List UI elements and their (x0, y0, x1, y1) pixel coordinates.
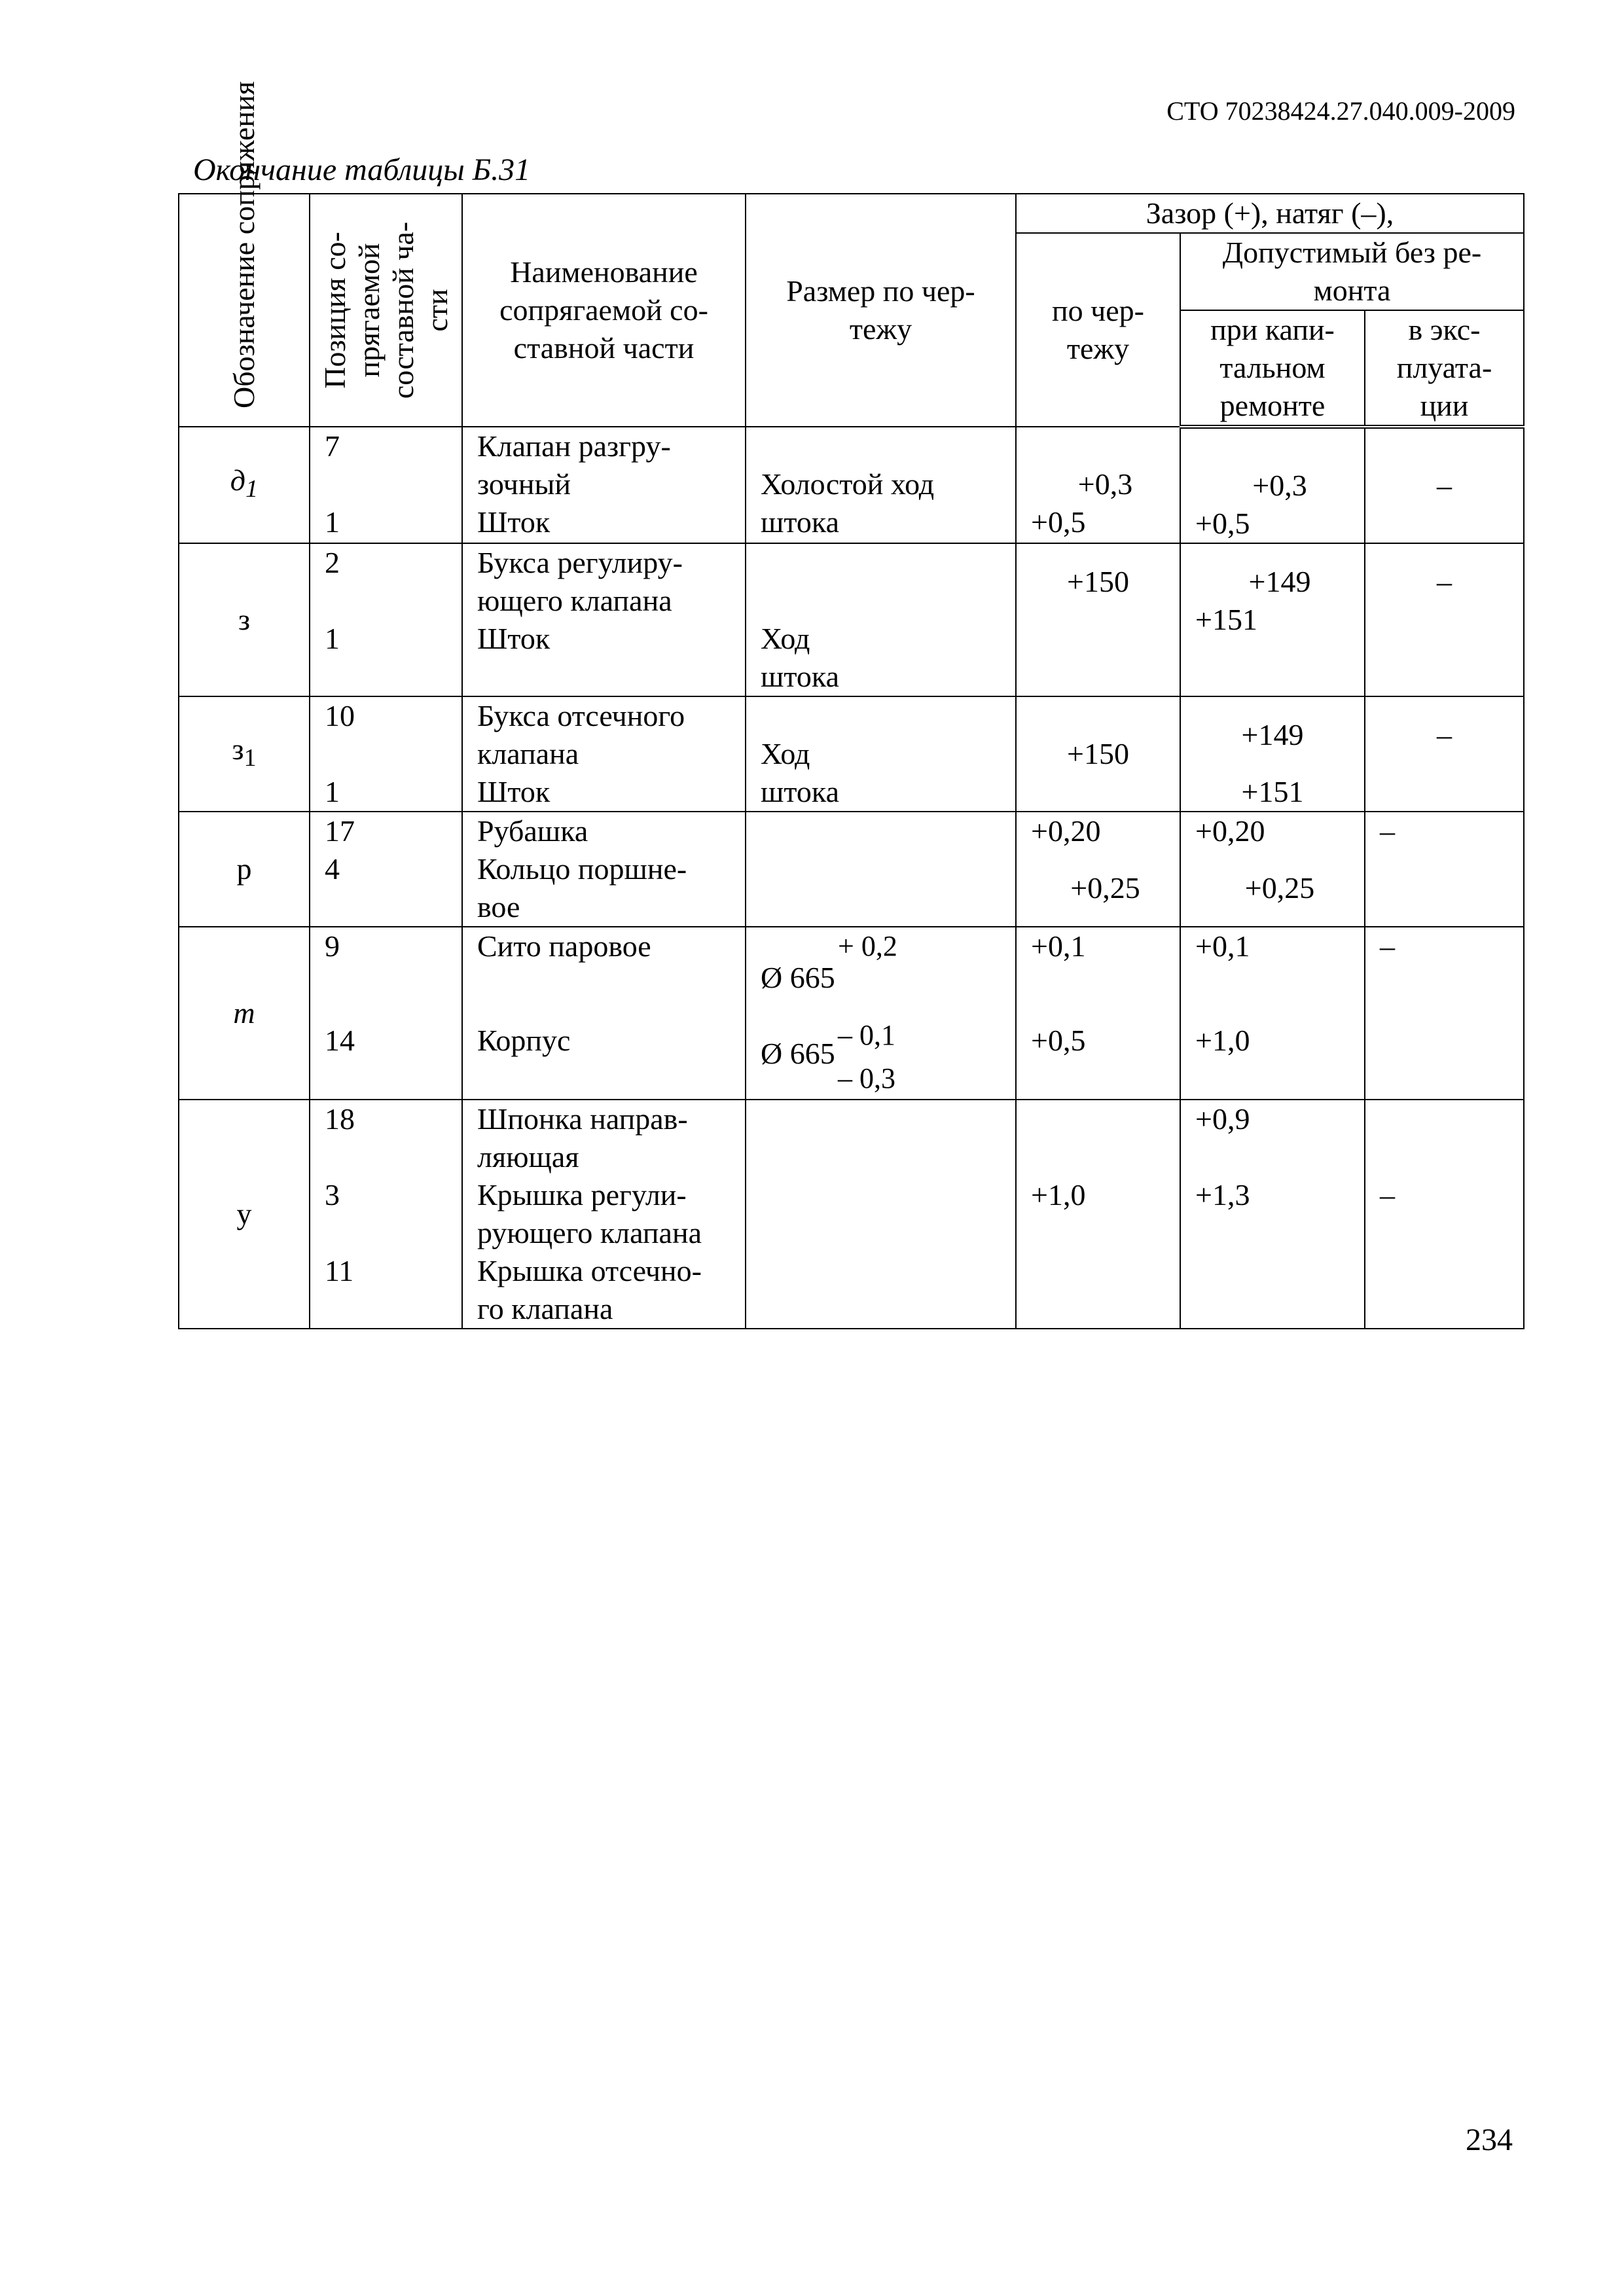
designation-cell: р (179, 812, 310, 927)
table-row (179, 543, 1524, 696)
part-name-cell: Шпонка направ- ляющая Крышка регули- рующего клапана Крышка отсечно- го клапана (462, 1100, 746, 1329)
part-name-cell: Сито паровое Корпус (462, 927, 746, 1100)
header-drawing-size: Размер по чер- тежу (746, 194, 1016, 427)
operation-cell: – (1365, 812, 1524, 927)
table-caption: Окончание таблицы Б.31 (193, 152, 531, 187)
capital-repair-cell: +0,3 +0,5 (1180, 427, 1365, 543)
designation-cell: $д_1$ (179, 427, 310, 543)
by-drawing-cell: +1,0 (1016, 1100, 1180, 1329)
header-part-name: Наименование сопрягаемой со- ставной части (462, 194, 746, 427)
header-position: Позиция со- прягаемой составной ча- сти (310, 194, 462, 427)
size-cell (746, 1100, 1016, 1329)
capital-repair-cell: +0,20 +0,25 (1180, 812, 1365, 927)
header-allowable: Допустимый без ре- монта (1180, 233, 1524, 310)
operation-cell: – (1365, 927, 1524, 1100)
size-tolerance-lower: – 0,1 Ø 665 – 0,3 (761, 1019, 895, 1094)
designation-cell: у (179, 1100, 310, 1329)
position-cell: 18 3 11 (310, 1100, 462, 1329)
operation-cell: – (1365, 543, 1524, 696)
table-row (179, 812, 1524, 927)
by-drawing-cell: +150 (1016, 543, 1180, 696)
part-name-cell: Букса регулиру- ющего клапана Шток (462, 543, 746, 696)
header-operation: в экс- плуата- ции (1365, 310, 1524, 427)
document-number: СТО 70238424.27.040.009-2009 (1166, 96, 1515, 126)
table-row (179, 1100, 1524, 1329)
part-name-cell: Клапан разгру- зочный Шток (462, 427, 746, 543)
designation-cell: з (179, 543, 310, 696)
capital-repair-cell: +149 +151 (1180, 543, 1365, 696)
by-drawing-cell: +150 (1016, 696, 1180, 812)
designation-cell: т (179, 927, 310, 1100)
position-cell: 10 1 (310, 696, 462, 812)
header-capital-repair: при капи- тальном ремонте (1180, 310, 1365, 427)
header-designation: Обозначение сопряжения (179, 194, 310, 427)
operation-cell: – (1365, 427, 1524, 543)
part-name-cell: Рубашка Кольцо поршне- вое (462, 812, 746, 927)
position-cell: 7 1 (310, 427, 462, 543)
table-row (179, 427, 1524, 543)
size-cell: Ход штока (746, 543, 1016, 696)
position-cell: 2 1 (310, 543, 462, 696)
size-cell: Ход штока (746, 696, 1016, 812)
size-cell (746, 812, 1016, 927)
position-cell: 9 14 (310, 927, 462, 1100)
designation-cell: $з_1$ (179, 696, 310, 812)
page-number: 234 (1466, 2123, 1513, 2157)
operation-cell: – (1365, 696, 1524, 812)
size-cell (746, 927, 1016, 1100)
position-cell: 17 4 (310, 812, 462, 927)
capital-repair-cell: +149 +151 (1180, 696, 1365, 812)
header-gap-group: Зазор (+), натяг (–), (1016, 194, 1524, 233)
table-row (179, 927, 1524, 1100)
by-drawing-cell: +0,1 +0,5 (1016, 927, 1180, 1100)
header-by-drawing: по чер- тежу (1016, 233, 1180, 427)
table-row (179, 696, 1524, 812)
size-cell: Холостой ход штока (746, 427, 1016, 543)
size-tolerance-upper: Ø 665 + 0,2 (761, 930, 897, 994)
by-drawing-cell: +0,20 +0,25 (1016, 812, 1180, 927)
capital-repair-cell: +0,9 +1,3 (1180, 1100, 1365, 1329)
by-drawing-cell: +0,3 +0,5 (1016, 427, 1180, 543)
capital-repair-cell: +0,1 +1,0 (1180, 927, 1365, 1100)
operation-cell: – (1365, 1100, 1524, 1329)
part-name-cell: Букса отсечного клапана Шток (462, 696, 746, 812)
